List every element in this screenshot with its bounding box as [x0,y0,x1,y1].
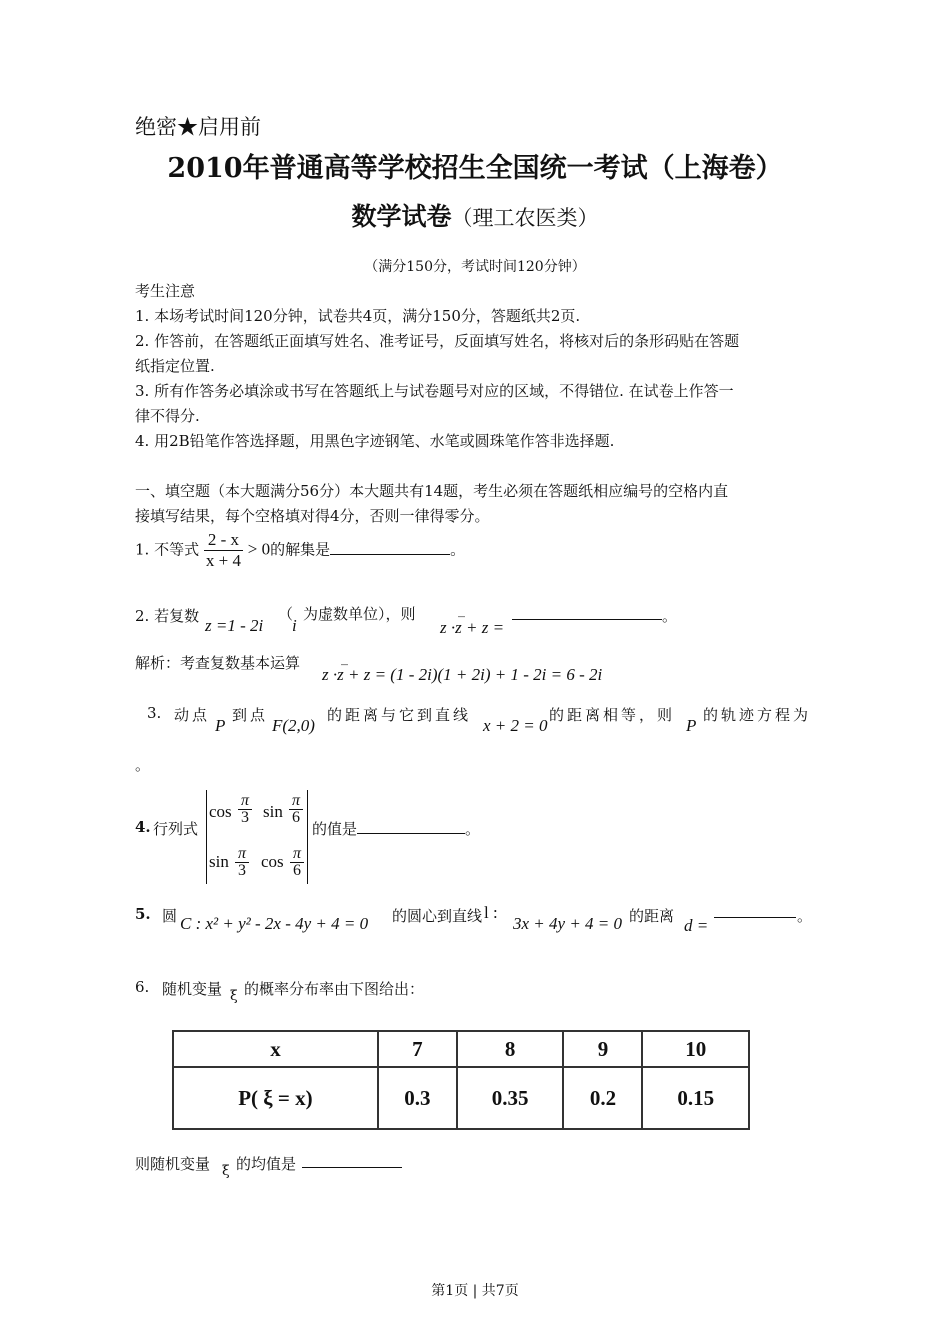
notice-item: 2. 作答前，在答题纸正面填写姓名、准考证号，反面填写姓名，将核对后的条形码贴在答题 [135,332,740,350]
q4-answer-blank[interactable] [357,819,465,834]
q3-p: P [215,716,226,735]
q2-z: z =1 - 2i [205,616,264,635]
subtitle-main: 数学试卷 [351,202,452,231]
q5-text: 圆 [162,907,178,925]
table-cell: x [173,1031,378,1067]
q2-paren: （ [278,605,294,623]
determinant-right-bar [307,790,308,884]
q4-suffix-text: 的值是 [312,820,358,838]
subtitle-sub: （理工农医类） [451,206,599,230]
table-row [173,1067,749,1129]
q4-label: 行列式 [153,820,199,838]
table-row [173,1031,749,1067]
analysis-zbar: _ [341,650,348,666]
q2-prefix: 2. 若复数 [135,607,200,625]
det-pi: π [238,793,252,810]
q3-text: 动点 [174,706,211,724]
q6-text: 的概率分布率由下图给出： [244,980,425,998]
q6-mean-text: 则随机变量 [135,1155,211,1173]
analysis-label: 解析：考查复数基本运算 [135,654,301,672]
det-denominator: 3 [241,809,249,826]
q1-inequality: > 0 [247,539,271,559]
q3-text: 的距离相等，则 [549,706,676,724]
q3-text: 的轨迹方程为 [703,706,812,724]
q5-end: 。 [797,907,813,925]
page-footer: 第1页 | 共7页 [431,1283,519,1299]
table-cell: 10 [642,1031,749,1067]
q1-prefix: 1. 不等式 [135,540,200,559]
q1-denominator: x + 4 [205,551,241,570]
q3-text: 到点 [232,706,269,724]
q3-point: F(2,0) [272,716,315,735]
q4-prefix: 4. [135,818,151,836]
det-a11-frac [238,793,252,826]
det-a21: sin [209,852,229,871]
exam-subtitle [0,197,950,233]
table-cell: 7 [378,1031,457,1067]
notice-item: 1. 本场考试时间120分钟，试卷共4页，满分150分，答题纸共2页. [135,307,581,325]
q1-suffix: 的解集是 [270,540,331,559]
q5-text: 的圆心到直线 [392,907,483,925]
exam-title: 2010年普通高等学校招生全国统一考试（上海卷） [167,153,783,184]
q2-answer-blank[interactable] [512,605,662,620]
notice-item: 律不得分. [135,407,200,425]
analysis-expression: z ·z + z = (1 - 2i)(1 + 2i) + 1 - 2i = 6 - 2i [322,665,603,684]
secret-label: 绝密★启用前 [135,115,261,139]
q3-number: 3. [147,704,162,722]
determinant-left-bar [206,790,207,884]
q3-end: 。 [135,756,151,774]
q4-suffix [312,818,480,839]
det-denominator: 6 [292,809,300,826]
q5-line-equation: 3x + 4y + 4 = 0 [513,914,623,933]
q6-mean-text: 的均值是 [236,1155,297,1173]
question-1 [135,530,465,571]
q1-fraction [204,530,243,571]
q6-answer-blank[interactable] [302,1153,402,1168]
q3-line: x + 2 = 0 [483,716,548,735]
section-intro: 接填写结果，每个空格填对得4分，否则一律得零分。 [135,507,490,525]
det-a22: cos [261,852,284,871]
table-cell: 0.3 [378,1067,457,1129]
q5-line-name: l : [484,903,498,922]
q2-expression: z ·z + z = [440,618,505,637]
q6-xi: ξ [222,1163,230,1179]
q6-xi: ξ [230,988,238,1004]
q1-end: 。 [450,540,466,559]
notice-item: 3. 所有作答务必填涂或书写在答题纸上与试卷题号对应的区域，不得错位. 在试卷上作答一 [135,382,734,400]
q1-numerator: 2 - x [204,530,243,551]
q5-circle-equation: C : x² + y² - 2x - 4y + 4 = 0 [180,914,369,933]
q6-prefix: 6. [135,978,150,996]
section-intro: 一、填空题（本大题满分56分）本大题共有14题，考生必须在答题纸相应编号的空格内直 [135,482,729,500]
notice-item: 纸指定位置. [135,357,215,375]
table-cell: 0.15 [642,1067,749,1129]
q2-end: 。 [662,607,678,625]
notice-item: 4. 用2B铅笔作答选择题，用黑色字迹钢笔、水笔或圆珠笔作答非选择题. [135,432,615,450]
q6-text: 随机变量 [162,980,223,998]
score-info: （满分150分，考试时间120分钟） [364,259,586,275]
q5-prefix: 5. [135,905,151,923]
q2-zbar: _ [458,602,465,618]
q5-d: d = [684,916,709,935]
q4-end: 。 [465,820,481,838]
det-a11: cos [209,802,232,821]
det-denominator: 6 [293,862,301,879]
q2-i: i [292,616,297,635]
q5-text: 的距离 [629,907,675,925]
table-cell: 9 [563,1031,642,1067]
det-a12-frac [289,793,303,826]
det-pi: π [235,846,249,863]
det-a21-frac [235,846,249,879]
notice-heading: 考生注意 [135,282,196,300]
table-cell: 8 [457,1031,563,1067]
det-denominator: 3 [238,862,246,879]
q1-answer-blank[interactable] [330,540,450,555]
table-cell: 0.35 [457,1067,563,1129]
probability-table [172,1030,750,1130]
table-cell: P( ξ = x) [173,1067,378,1129]
q5-answer-blank[interactable] [714,917,796,918]
q3-p: P [686,716,697,735]
q3-text: 的距离与它到直线 [327,706,472,724]
table-cell: 0.2 [563,1067,642,1129]
det-pi: π [289,793,303,810]
det-pi: π [290,846,304,863]
det-a12: sin [263,802,283,821]
det-a22-frac [290,846,304,879]
q2-paren-text: 为虚数单位），则 [303,605,416,623]
